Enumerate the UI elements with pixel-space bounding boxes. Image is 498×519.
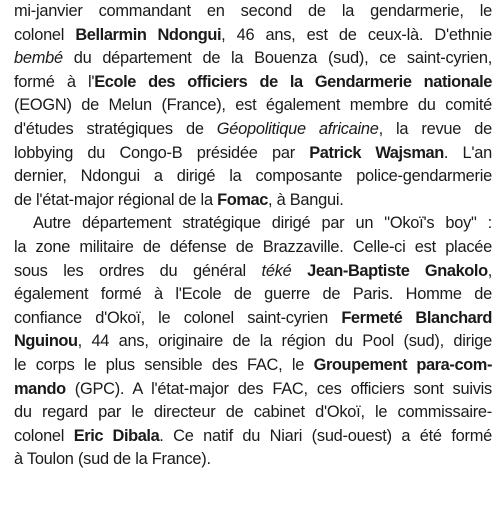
- text-run: de l'état-major régional de la: [14, 190, 218, 209]
- text-run: colonel: [14, 25, 76, 44]
- text-run: , 44 ans, originaire de la région du Pool (sud), dirige: [77, 332, 492, 351]
- bold-name: Fermeté Blanchard: [341, 308, 492, 327]
- text-run: du département de la Bouenza (sud), ce saint-cyrien,: [62, 49, 492, 68]
- bold-name: Bellarmin Ndongui: [75, 25, 222, 44]
- text-run: . L'an: [443, 143, 492, 162]
- text-run: dernier, Ndongui a dirigé la composante police-gendarmerie: [14, 167, 492, 186]
- text-run: [292, 262, 308, 280]
- text-run: (GPC). A l'état-major des FAC, ces officiers sont suivis: [65, 379, 492, 398]
- text-line: [14, 283, 492, 307]
- text-line: [14, 94, 492, 118]
- article-body: [14, 0, 492, 472]
- text-run: du regard par le directeur de cabinet d'Okoï, le commissaire-: [14, 403, 492, 422]
- text-run: . Ce natif du Niari (sud-ouest) a été formé: [159, 426, 492, 445]
- text-run: ,: [487, 261, 492, 280]
- text-line: [14, 307, 492, 331]
- text-line: [14, 212, 492, 236]
- text-run: confiance d'Okoï, le colonel saint-cyrien: [14, 308, 342, 327]
- bold-name: Groupement para-com-: [313, 355, 492, 374]
- text-run: à Toulon (sud de la France).: [14, 450, 211, 469]
- text-line: [14, 118, 492, 142]
- text-line: [14, 425, 492, 449]
- text-line: [14, 401, 492, 425]
- text-run: lobbying du Congo-B présidée par: [14, 143, 310, 162]
- text-run: , à Bangui.: [267, 190, 344, 209]
- text-line: [14, 354, 492, 378]
- italic-term: Géopolitique africaine: [216, 119, 379, 138]
- text-run: d'études stratégiques de: [14, 119, 217, 138]
- text-line: [14, 378, 492, 402]
- bold-name: Fomac: [217, 190, 268, 209]
- italic-term: bembé: [14, 49, 63, 68]
- text-run: la zone militaire de défense de Brazzaville. Celle-ci est placée: [14, 237, 492, 256]
- text-run: sous les ordres du général: [14, 261, 262, 280]
- text-line: [14, 448, 492, 472]
- text-line: [14, 165, 492, 189]
- bold-name: Nguinou: [14, 332, 78, 351]
- text-run: colonel: [14, 426, 74, 445]
- text-line: [14, 189, 492, 213]
- text-run: également formé à l'Ecole de guerre de Paris. Homme de: [14, 285, 492, 304]
- text-line: [14, 236, 492, 260]
- text-run: formé à l': [14, 72, 95, 91]
- text-line: [14, 0, 492, 24]
- text-line: [14, 142, 492, 166]
- text-run: mi-janvier commandant en second de la gendarmerie, le: [14, 2, 492, 20]
- text-line: [14, 71, 492, 95]
- bold-name: Jean-Baptiste Gnakolo: [307, 261, 488, 280]
- text-run: , 46 ans, est de ceux-là. D'ethnie: [221, 25, 492, 44]
- text-run: Autre département stratégique dirigé par un "Okoï's boy" :: [33, 214, 492, 233]
- text-run: le corps le plus sensible des FAC, le: [14, 355, 314, 374]
- bold-name: Patrick Wajsman: [309, 143, 444, 162]
- text-run: (EOGN) de Melun (France), est également membre du comité: [14, 96, 492, 115]
- bold-name: Ecole des officiers de la Gendarmerie nationale: [94, 72, 492, 91]
- paragraph: [14, 212, 492, 472]
- paragraph: [14, 0, 492, 212]
- text-run: , la revue de: [378, 119, 492, 138]
- text-line: [14, 24, 492, 48]
- italic-term: téké: [261, 261, 292, 280]
- text-line: [14, 330, 492, 354]
- bold-name: mando: [14, 379, 66, 398]
- text-line: [14, 260, 492, 284]
- bold-name: Eric Dibala: [73, 426, 160, 445]
- text-line: [14, 47, 492, 71]
